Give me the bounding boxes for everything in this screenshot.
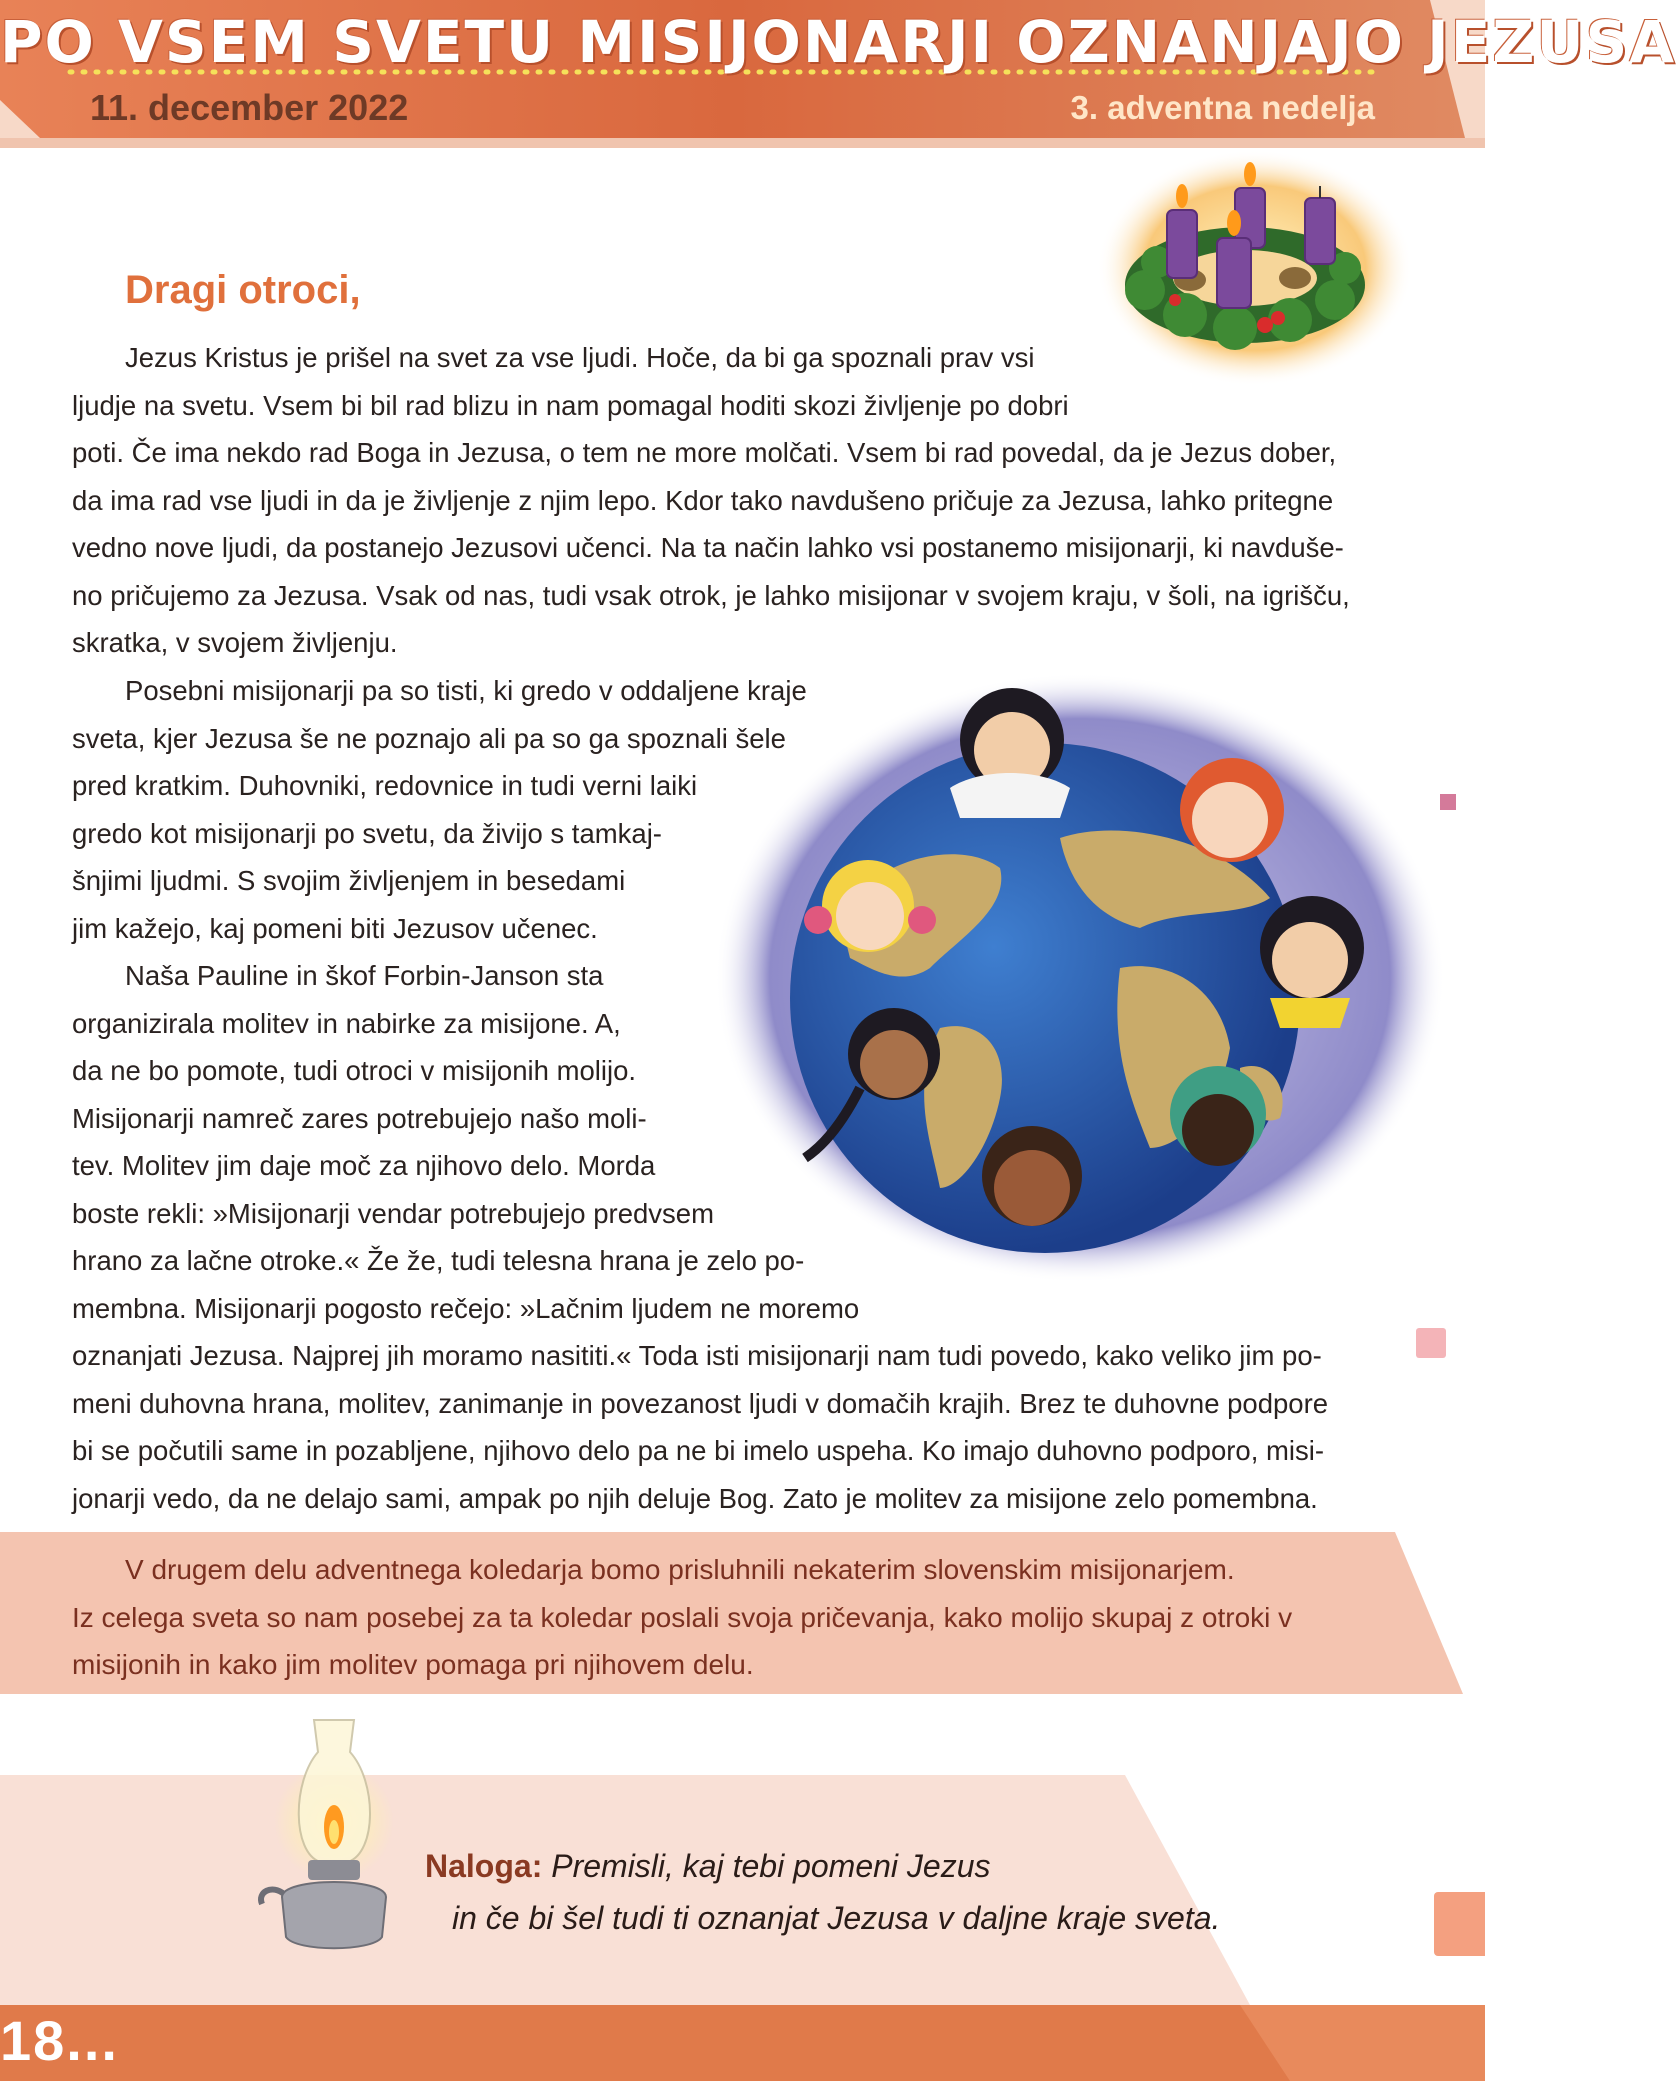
page-number: 18... xyxy=(0,2009,119,2072)
text-line: jim kažejo, kaj pomeni biti Jezusov učenec. xyxy=(72,912,598,944)
text-line: pred kratkim. Duhovniki, redovnice in tudi verni laiki xyxy=(72,770,698,801)
globe-children-illustration xyxy=(700,668,1445,1290)
text-line: skratka, v svojem življenju. xyxy=(72,627,398,658)
text-line: organizirala molitev in nabirke za misijone. A, xyxy=(72,1007,621,1039)
text-line: bi se počutili same in pozabljene, njihovo delo pa ne bi imelo uspeha. Ko imajo duhovno podporo, misi- xyxy=(72,1435,1325,1466)
text-line: Naša Pauline in škof Forbin-Janson sta xyxy=(125,960,604,991)
text-line: membna. Misijonarji pogosto rečejo: »Lačnim ljudem ne moremo xyxy=(72,1292,860,1324)
page-footer xyxy=(0,2005,1485,2081)
text-line: vedno nove ljudi, da postanejo Jezusovi učenci. Na ta način lahko vsi postanemo misijonarji, ki navduše- xyxy=(72,532,1344,563)
text-line: no pričujemo za Jezusa. Vsak od nas, tudi vsak otrok, je lahko misijonar v svojem kraju, v šoli, na igrišču, xyxy=(72,579,1350,611)
child-face xyxy=(1180,758,1284,862)
text-line: oznanjati Jezusa. Najprej jih moramo nasititi.« Toda isti misijonarji nam tudi povedo, kako veliko jim po- xyxy=(72,1340,1322,1371)
header-date: 11. december 2022 xyxy=(90,87,409,128)
text-line: Jezus Kristus je prišel na svet za vse ljudi. Hoče, da bi ga spoznali prav vsi xyxy=(125,342,1035,373)
side-marker xyxy=(1416,1328,1446,1358)
text-line: misijonih in kako jim molitev pomaga pri njihovem delu. xyxy=(72,1649,754,1680)
greeting-heading: Dragi otroci, xyxy=(125,268,361,312)
text-line: šnjimi ljudmi. S svojim življenjem in besedami xyxy=(72,865,626,896)
side-marker xyxy=(1434,1892,1485,1956)
text-line: hrano za lačne otroke.« Že že, tudi telesna hrana je zelo po- xyxy=(72,1245,805,1276)
text-line: Posebni misijonarji pa so tisti, ki gredo v oddaljene kraje xyxy=(125,675,807,706)
text-line: da ima rad vse ljudi in da je življenje z njim lepo. Kdor tako navdušeno pričuje za Jezusa, lahko pritegne xyxy=(72,484,1334,516)
page-title: PO VSEM SVETU MISIJONARJI OZNANJAJO JEZUSA xyxy=(0,8,1676,76)
text-line: gredo kot misijonarji po svetu, da živijo s tamkaj- xyxy=(72,817,662,849)
text-line: V drugem delu adventnega koledarja bomo prisluhnili nekaterim slovenskim misijonarjem. xyxy=(125,1554,1235,1585)
text-line: Misijonarji namreč zares potrebujejo našo moli- xyxy=(72,1102,647,1134)
page-header xyxy=(0,0,1676,148)
child-face xyxy=(982,1126,1082,1226)
text-line: tev. Molitev jim daje moč za njihovo delo. Morda xyxy=(72,1150,656,1181)
footer-background xyxy=(0,2005,1485,2081)
text-line: poti. Če ima nekdo rad Boga in Jezusa, o tem ne more molčati. Vsem bi rad povedal, da je Jezus dober, xyxy=(72,437,1337,468)
oil-lamp-illustration xyxy=(262,1712,412,1962)
side-marker xyxy=(1440,794,1456,810)
task-line-2: in če bi šel tudi ti oznanjat Jezusa v daljne kraje sveta. xyxy=(452,1900,1221,1936)
text-line: boste rekli: »Misijonarji vendar potrebujejo predvsem xyxy=(72,1197,714,1229)
text-line: sveta, kjer Jezusa še ne poznajo ali pa so ga spoznali šele xyxy=(72,722,786,754)
header-sunday: 3. adventna nedelja xyxy=(1070,89,1375,126)
text-line: ljudje na svetu. Vsem bi bil rad blizu in nam pomagal hoditi skozi življenje po dobri xyxy=(72,389,1069,421)
task-label: Naloga: xyxy=(425,1848,543,1884)
text-line: jonarji vedo, da ne delajo sami, ampak po njih deluje Bog. Zato je molitev za misijone zelo pomembna. xyxy=(72,1482,1318,1514)
text-line: meni duhovna hrana, molitev, zanimanje in povezanost ljudi v domačih krajih. Brez te duhovne podpore xyxy=(72,1387,1329,1419)
advent-wreath-illustration xyxy=(1095,150,1415,395)
task-line-1: Premisli, kaj tebi pomeni Jezus xyxy=(551,1848,991,1884)
text-line: Iz celega sveta so nam posebej za ta koledar poslali svoja pričevanja, kako molijo skupaj z otroki v xyxy=(72,1601,1293,1633)
text-line: da ne bo pomote, tudi otroci v misijonih molijo. xyxy=(72,1055,637,1086)
missionaries-band xyxy=(0,1532,1485,1694)
